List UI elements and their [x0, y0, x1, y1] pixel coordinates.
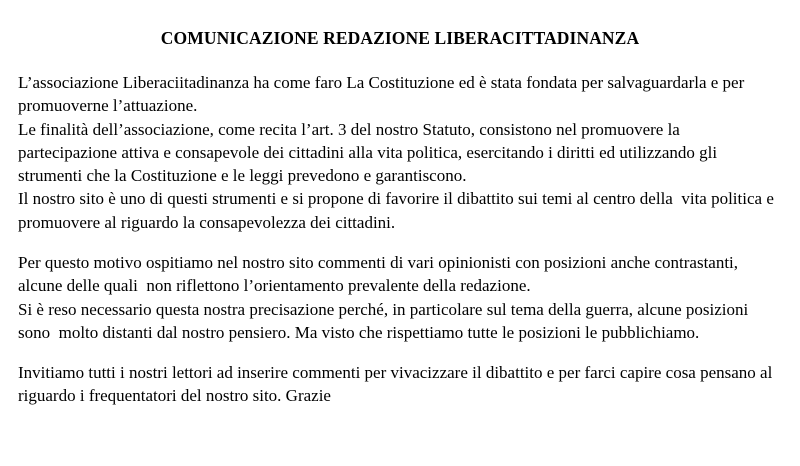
paragraph-statute-goals: Le finalità dell’associazione, come recita l’art. 3 del nostro Statuto, consistono nel promuovere la partecipazione attiva e consapevole dei cittadini alla vita politica, esercitando i diritti ed utilizzando gli strumenti che la Costituzione e le leggi prevedono e garantiscono.: [18, 119, 722, 186]
page-title: COMUNICAZIONE REDAZIONE LIBERACITTADINANZA: [160, 28, 640, 48]
paragraph-spacer-2: [18, 344, 782, 361]
paragraph-spacer-1: [18, 234, 782, 251]
paragraph-association-mission: L’associazione Liberaciitadinanza ha come faro La Costituzione ed è stata fondata per salvaguardarla e per promuoverne l’attuazione.: [18, 73, 749, 116]
paragraph-reader-invitation: Invitiamo tutti i nostri lettori ad inserire commenti per vivacizzare il dibattito e per farci capire cosa pensano al riguardo i frequentatori del nostro sito. Grazie: [18, 363, 777, 406]
paragraph-opinion-hosting: Per questo motivo ospitiamo nel nostro sito commenti di vari opinionisti con posizioni anche contrastanti, alcune delle quali non riflettono l’orientamento prevalente della redazione.: [18, 252, 743, 296]
paragraph-war-clarification: Si è reso necessario questa nostra precisazione perché, in particolare sul tema della guerra, alcune posizioni sono molto distanti dal nostro pensiero. Ma visto che rispettiamo tutte le posizioni le pubblichiamo.: [18, 299, 753, 342]
paragraph-site-purpose: Il nostro sito è uno di questi strumenti e si propone di favorire il dibattito sui temi al centro della vita politica e promuovere al riguardo la consapevolezza dei cittadini.: [18, 189, 779, 232]
